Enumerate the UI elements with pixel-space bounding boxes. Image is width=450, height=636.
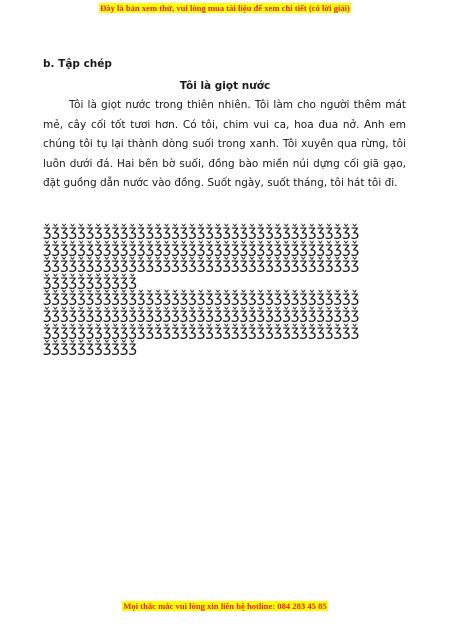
section-heading: b. Tập chép bbox=[43, 58, 112, 70]
practice-lines bbox=[43, 224, 413, 357]
practice-line: ǯǯǯǯǯǯǯǯǯǯǯǯǯǯǯǯǯǯǯǯǯǯǯǯǯǯǯǯǯǯǯǯǯǯǯǯǯ bbox=[43, 322, 360, 340]
practice-line: ǯǯǯǯǯǯǯǯǯǯǯǯǯǯǯǯǯǯǯǯǯǯǯǯǯǯǯǯǯǯǯǯǯǯǯǯǯ bbox=[43, 223, 360, 240]
footer-notice: Mọi thắc mắc vui lòng xin liên hệ hotline: 084 283 45 85 bbox=[123, 601, 327, 611]
practice-line: ǯǯǯǯǯǯǯǯǯǯǯǯǯǯǯǯǯǯǯǯǯǯǯǯǯǯǯǯǯǯǯǯǯǯǯǯǯ bbox=[43, 239, 360, 257]
practice-line: ǯǯǯǯǯǯǯǯǯǯǯ bbox=[43, 339, 138, 357]
practice-line: ǯǯǯǯǯǯǯǯǯǯǯǯǯǯǯǯǯǯǯǯǯǯǯǯǯǯǯǯǯǯǯǯǯǯǯǯǯ bbox=[43, 256, 360, 274]
practice-line: ǯǯǯǯǯǯǯǯǯǯǯǯǯǯǯǯǯǯǯǯǯǯǯǯǯǯǯǯǯǯǯǯǯǯǯǯǯ bbox=[43, 305, 360, 323]
header-notice-banner bbox=[0, 3, 450, 13]
passage-text: Tôi là giọt nước trong thiên nhiên. Tôi làm cho người thêm mát mẻ, cây cối tốt tươi hơn. Có tôi, chim vui ca, hoa đua nở. Anh em chúng tôi tụ lại thành dòng suối trong xanh. Tôi xuyên qua rừng, tôi luôn dưới đá. Hai bên bờ suối, đồng bào miền núi dựng cối giã gạo, đặt guồng dẫn nước vào đồng. Suốt ngày, suốt tháng, tôi hát tôi đi. bbox=[43, 99, 406, 189]
passage-title: Tôi là giọt nước bbox=[179, 80, 271, 92]
practice-line: ǯǯǯǯǯǯǯǯǯǯǯ bbox=[43, 272, 138, 290]
header-notice: Đây là bản xem thử, vui lòng mua tài liệu để xem chi tiết (có lời giải) bbox=[100, 3, 350, 13]
footer-notice-banner bbox=[0, 601, 450, 611]
practice-line: ǯǯǯǯǯǯǯǯǯǯǯǯǯǯǯǯǯǯǯǯǯǯǯǯǯǯǯǯǯǯǯǯǯǯǯǯǯ bbox=[43, 289, 360, 307]
